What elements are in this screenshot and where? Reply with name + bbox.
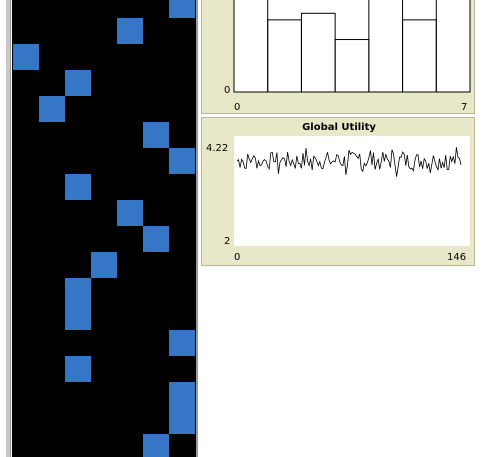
utility-y-max-label: 4.22 bbox=[206, 143, 229, 154]
patch-cell bbox=[169, 330, 195, 356]
patch-cell bbox=[169, 408, 195, 434]
patch-cell bbox=[65, 278, 91, 304]
patch-cell bbox=[65, 356, 91, 382]
histogram-plot-area bbox=[234, 0, 470, 92]
patch-cell bbox=[65, 174, 91, 200]
histogram-bar bbox=[301, 13, 335, 92]
patch-cell bbox=[117, 18, 143, 44]
histogram-x-min-label: 0 bbox=[234, 102, 241, 113]
patch-cell bbox=[65, 304, 91, 330]
world-view bbox=[0, 0, 200, 457]
histogram-x-max-label: 7 bbox=[461, 102, 468, 113]
patch-cell bbox=[169, 148, 195, 174]
patch-cell bbox=[143, 434, 169, 457]
patch-cell bbox=[117, 200, 143, 226]
world-right-border bbox=[196, 0, 198, 457]
histogram-plot-panel[interactable] bbox=[201, 0, 475, 114]
utility-x-min-label: 0 bbox=[234, 252, 241, 263]
histogram-bar bbox=[335, 40, 369, 92]
utility-series-line bbox=[237, 147, 461, 177]
patch-cell bbox=[91, 252, 117, 278]
patch-cell bbox=[169, 0, 195, 18]
patch-cell bbox=[39, 96, 65, 122]
patch-cell bbox=[143, 122, 169, 148]
histogram-bar bbox=[268, 20, 302, 92]
histogram-chart bbox=[234, 0, 470, 92]
patch-grid[interactable] bbox=[12, 0, 196, 457]
utility-x-max-label: 146 bbox=[447, 252, 467, 263]
histogram-bar bbox=[369, 0, 403, 92]
patch-cell bbox=[13, 44, 39, 70]
utility-line-chart bbox=[234, 136, 470, 246]
patch-cell bbox=[143, 226, 169, 252]
world-left-frame bbox=[6, 0, 11, 457]
global-utility-plot-panel[interactable] bbox=[201, 117, 475, 266]
utility-plot-area bbox=[234, 136, 470, 246]
global-utility-title: Global Utility bbox=[302, 122, 376, 133]
histogram-bar bbox=[403, 20, 437, 92]
histogram-bar bbox=[234, 0, 268, 92]
histogram-y-max-label bbox=[206, 0, 228, 1]
histogram-bar bbox=[436, 0, 470, 92]
histogram-y-min-label: 0 bbox=[224, 85, 231, 96]
patch-cell bbox=[169, 382, 195, 408]
utility-y-min-label: 2 bbox=[224, 236, 231, 247]
patch-cell bbox=[65, 70, 91, 96]
